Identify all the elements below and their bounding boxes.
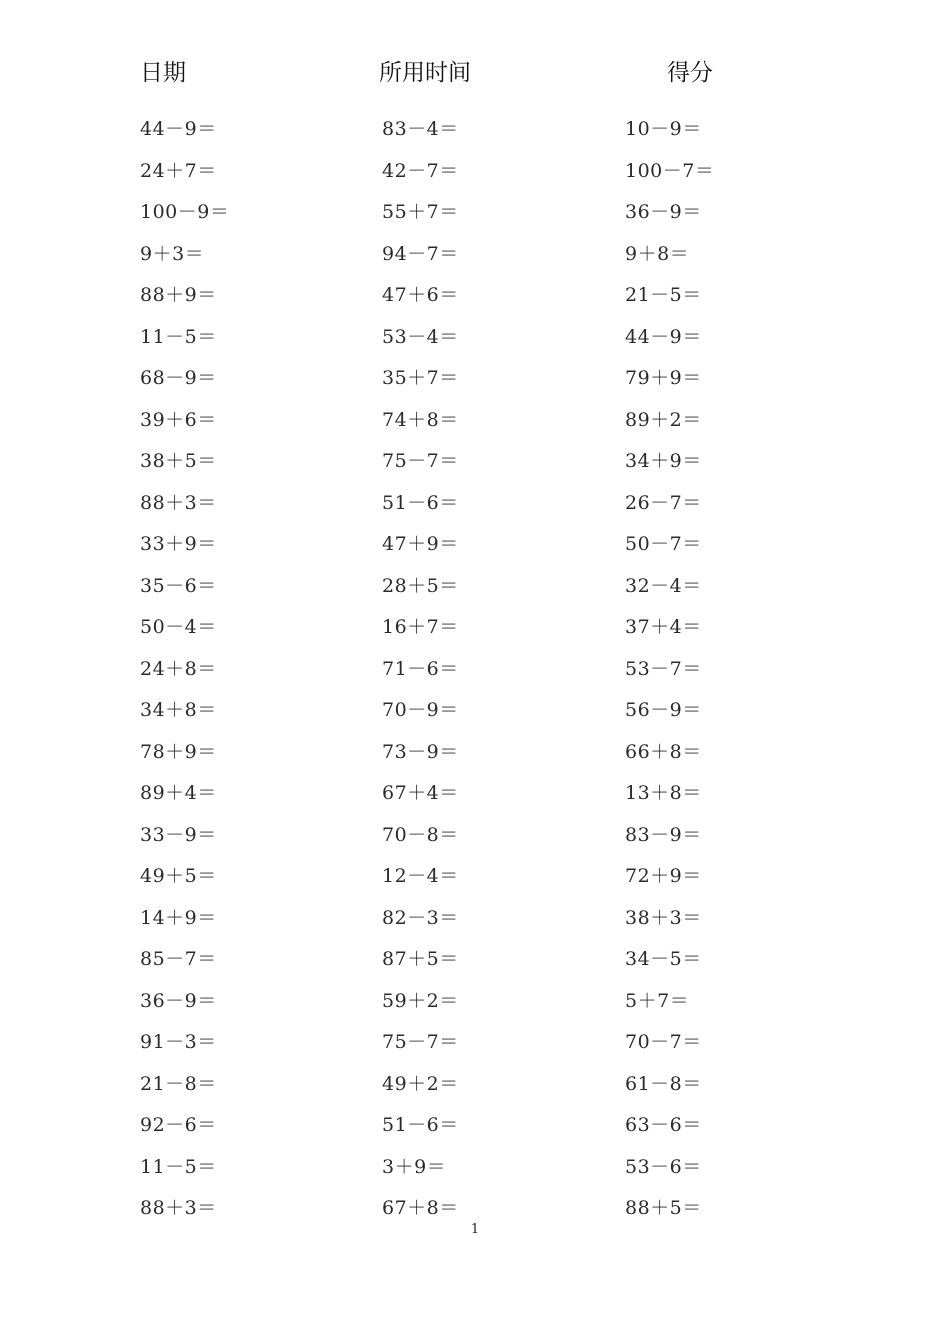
score-label: 得分 bbox=[667, 60, 713, 86]
arithmetic-problem: 53－7＝ bbox=[625, 657, 702, 680]
arithmetic-problem: 47＋9＝ bbox=[382, 533, 459, 555]
arithmetic-problem: 36－9＝ bbox=[140, 989, 217, 1012]
arithmetic-problem: 28＋5＝ bbox=[382, 574, 459, 597]
arithmetic-problem: 11－5＝ bbox=[140, 325, 217, 348]
arithmetic-problem: 100－7＝ bbox=[625, 159, 715, 182]
date-label: 日期 bbox=[140, 60, 186, 86]
arithmetic-problem: 73－9＝ bbox=[382, 740, 459, 763]
arithmetic-problem: 33＋9＝ bbox=[140, 533, 217, 555]
arithmetic-problem: 12－4＝ bbox=[382, 865, 459, 887]
problem-column-2 bbox=[382, 113, 602, 1234]
arithmetic-problem: 61－8＝ bbox=[625, 1072, 702, 1095]
arithmetic-problem: 75－7＝ bbox=[382, 1031, 459, 1053]
arithmetic-problem: 59＋2＝ bbox=[382, 989, 459, 1012]
arithmetic-problem: 39＋6＝ bbox=[140, 408, 217, 431]
arithmetic-problem: 32－4＝ bbox=[625, 574, 702, 597]
arithmetic-problem: 88＋3＝ bbox=[140, 1197, 217, 1219]
arithmetic-problem: 24＋8＝ bbox=[140, 657, 217, 680]
arithmetic-problem: 71－6＝ bbox=[382, 657, 459, 680]
arithmetic-problem: 88＋3＝ bbox=[140, 491, 217, 514]
arithmetic-problem: 56－9＝ bbox=[625, 699, 702, 721]
arithmetic-problem: 70－8＝ bbox=[382, 823, 459, 846]
arithmetic-problem: 70－7＝ bbox=[625, 1031, 702, 1053]
arithmetic-problem: 53－4＝ bbox=[382, 325, 459, 348]
arithmetic-problem: 35－6＝ bbox=[140, 574, 217, 597]
page-number: 1 bbox=[470, 1222, 480, 1237]
arithmetic-problem: 34＋9＝ bbox=[625, 450, 702, 472]
arithmetic-problem: 16＋7＝ bbox=[382, 616, 459, 638]
arithmetic-problem: 34＋8＝ bbox=[140, 699, 217, 721]
arithmetic-problem: 88＋9＝ bbox=[140, 284, 217, 306]
arithmetic-problem: 37＋4＝ bbox=[625, 616, 702, 638]
arithmetic-problem: 42－7＝ bbox=[382, 159, 459, 182]
arithmetic-problem: 83－9＝ bbox=[625, 823, 702, 846]
arithmetic-problem: 14＋9＝ bbox=[140, 906, 217, 929]
arithmetic-problem: 11－5＝ bbox=[140, 1155, 217, 1178]
arithmetic-problem: 74＋8＝ bbox=[382, 408, 459, 431]
arithmetic-problem: 70－9＝ bbox=[382, 699, 459, 721]
arithmetic-problem: 51－6＝ bbox=[382, 491, 459, 514]
arithmetic-problem: 50－4＝ bbox=[140, 616, 217, 638]
arithmetic-problem: 66＋8＝ bbox=[625, 740, 702, 763]
arithmetic-problem: 68－9＝ bbox=[140, 367, 217, 389]
arithmetic-problem: 36－9＝ bbox=[625, 201, 702, 223]
arithmetic-problem: 100－9＝ bbox=[140, 201, 230, 223]
arithmetic-problem: 3＋9＝ bbox=[382, 1155, 447, 1178]
arithmetic-problem: 21－8＝ bbox=[140, 1072, 217, 1095]
arithmetic-problem: 38＋5＝ bbox=[140, 450, 217, 472]
arithmetic-problem: 67＋8＝ bbox=[382, 1197, 459, 1219]
arithmetic-problem: 9＋8＝ bbox=[625, 242, 690, 265]
arithmetic-problem: 53－6＝ bbox=[625, 1155, 702, 1178]
arithmetic-problem: 44－9＝ bbox=[140, 118, 217, 140]
problem-column-3 bbox=[625, 113, 845, 1234]
arithmetic-problem: 21－5＝ bbox=[625, 284, 702, 306]
arithmetic-problem: 92－6＝ bbox=[140, 1114, 217, 1136]
arithmetic-problem: 44－9＝ bbox=[625, 325, 702, 348]
arithmetic-problem: 67＋4＝ bbox=[382, 782, 459, 804]
time-used-label: 所用时间 bbox=[379, 60, 471, 86]
arithmetic-problem: 51－6＝ bbox=[382, 1114, 459, 1136]
arithmetic-problem: 38＋3＝ bbox=[625, 906, 702, 929]
arithmetic-problem: 83－4＝ bbox=[382, 118, 459, 140]
arithmetic-problem: 82－3＝ bbox=[382, 906, 459, 929]
arithmetic-problem: 89＋4＝ bbox=[140, 782, 217, 804]
arithmetic-problem: 34－5＝ bbox=[625, 948, 702, 970]
arithmetic-problem: 13＋8＝ bbox=[625, 782, 702, 804]
arithmetic-problem: 91－3＝ bbox=[140, 1031, 217, 1053]
arithmetic-problem: 35＋7＝ bbox=[382, 367, 459, 389]
arithmetic-problem: 10－9＝ bbox=[625, 118, 702, 140]
problem-column-1 bbox=[140, 113, 360, 1234]
arithmetic-problem: 9＋3＝ bbox=[140, 242, 205, 265]
arithmetic-problem: 88＋5＝ bbox=[625, 1197, 702, 1219]
arithmetic-problem: 50－7＝ bbox=[625, 533, 702, 555]
arithmetic-problem: 78＋9＝ bbox=[140, 740, 217, 763]
arithmetic-problem: 79＋9＝ bbox=[625, 367, 702, 389]
arithmetic-problem: 75－7＝ bbox=[382, 450, 459, 472]
arithmetic-problem: 89＋2＝ bbox=[625, 408, 702, 431]
arithmetic-problem: 72＋9＝ bbox=[625, 865, 702, 887]
arithmetic-problem: 49＋2＝ bbox=[382, 1072, 459, 1095]
arithmetic-problem: 49＋5＝ bbox=[140, 865, 217, 887]
arithmetic-problem: 5＋7＝ bbox=[625, 989, 690, 1012]
arithmetic-problem: 26－7＝ bbox=[625, 491, 702, 514]
arithmetic-problem: 85－7＝ bbox=[140, 948, 217, 970]
arithmetic-problem: 87＋5＝ bbox=[382, 948, 459, 970]
arithmetic-problem: 24＋7＝ bbox=[140, 159, 217, 182]
arithmetic-problem: 55＋7＝ bbox=[382, 201, 459, 223]
arithmetic-problem: 63－6＝ bbox=[625, 1114, 702, 1136]
arithmetic-problem: 33－9＝ bbox=[140, 823, 217, 846]
arithmetic-problem: 94－7＝ bbox=[382, 242, 459, 265]
arithmetic-problem: 47＋6＝ bbox=[382, 284, 459, 306]
